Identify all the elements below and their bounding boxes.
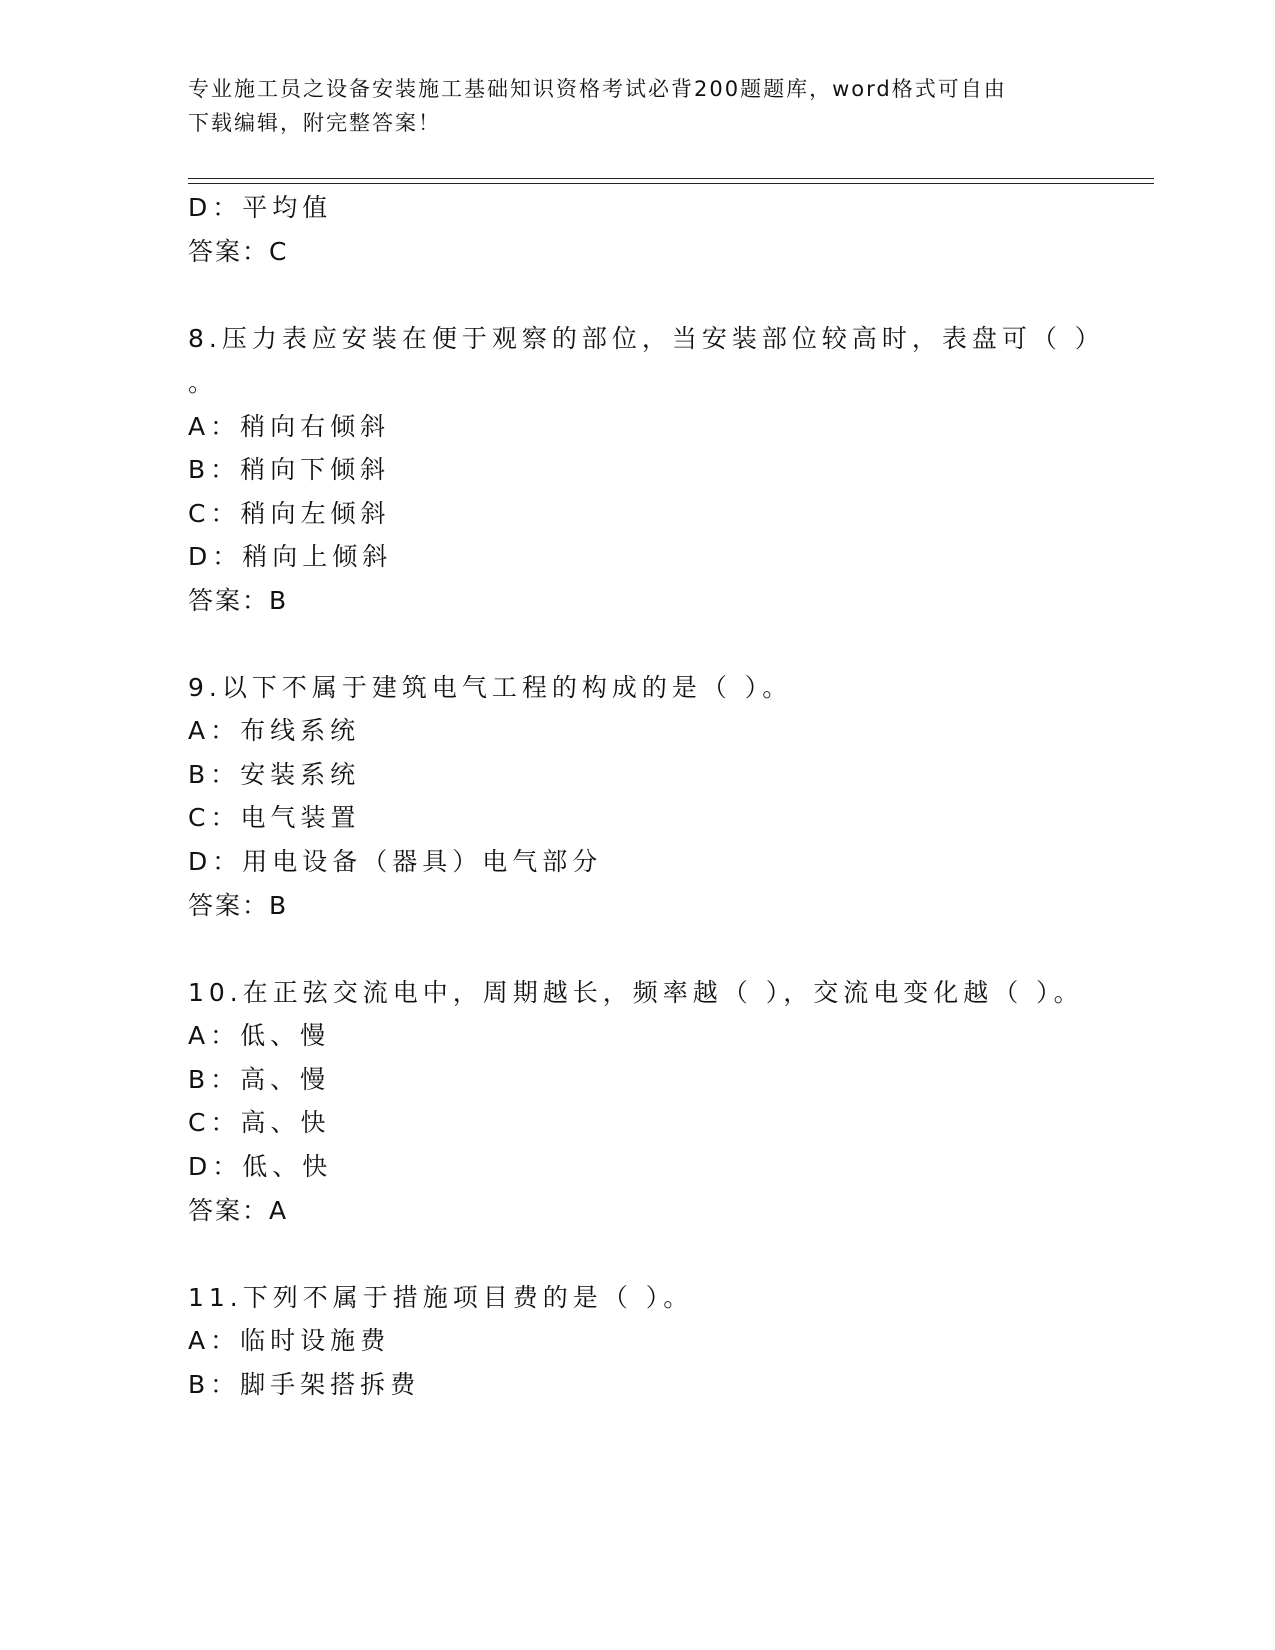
q11-option-a: A：临时设施费 (188, 1326, 391, 1355)
q8-option-a: A：稍向右倾斜 (188, 412, 391, 441)
q8-option-c: C：稍向左倾斜 (188, 499, 391, 528)
q11-question: 11.下列不属于措施项目费的是（ ）。 (188, 1283, 694, 1312)
q10-answer: 答案：A (188, 1196, 289, 1225)
q8-question-continued: 。 (188, 368, 219, 397)
q9-answer: 答案：B (188, 891, 289, 920)
header-line-1: 专业施工员之设备安装施工基础知识资格考试必背200题题库，word格式可自由 (188, 77, 1007, 101)
q10-option-c: C：高、快 (188, 1108, 331, 1137)
q9-question: 9.以下不属于建筑电气工程的构成的是（ ）。 (188, 673, 793, 702)
q9-option-b: B：安装系统 (188, 760, 361, 789)
q9-option-c: C：电气装置 (188, 803, 361, 832)
q8-option-b: B：稍向下倾斜 (188, 455, 391, 484)
q10-option-d: D：低、快 (188, 1152, 333, 1181)
q8-answer: 答案：B (188, 586, 289, 615)
q10-question: 10.在正弦交流电中，周期越长，频率越（ ），交流电变化越（ ）。 (188, 978, 1084, 1007)
q9-option-a: A：布线系统 (188, 716, 361, 745)
q10-option-a: A：低、慢 (188, 1021, 331, 1050)
q11-option-b: B：脚手架搭拆费 (188, 1370, 421, 1399)
q8-option-d: D：稍向上倾斜 (188, 542, 393, 571)
header-line-2: 下载编辑，附完整答案！ (188, 111, 441, 135)
header-divider-bottom (188, 183, 1154, 184)
q8-question: 8.压力表应安装在便于观察的部位，当安装部位较高时，表盘可（ ） (188, 324, 1105, 353)
document-header (188, 72, 1088, 140)
q10-option-b: B：高、慢 (188, 1065, 331, 1094)
q9-option-d: D：用电设备（器具）电气部分 (188, 847, 603, 876)
q7-answer: 答案：C (188, 237, 289, 266)
header-divider-top (188, 178, 1154, 179)
q7-option-d: D：平均值 (188, 193, 333, 222)
